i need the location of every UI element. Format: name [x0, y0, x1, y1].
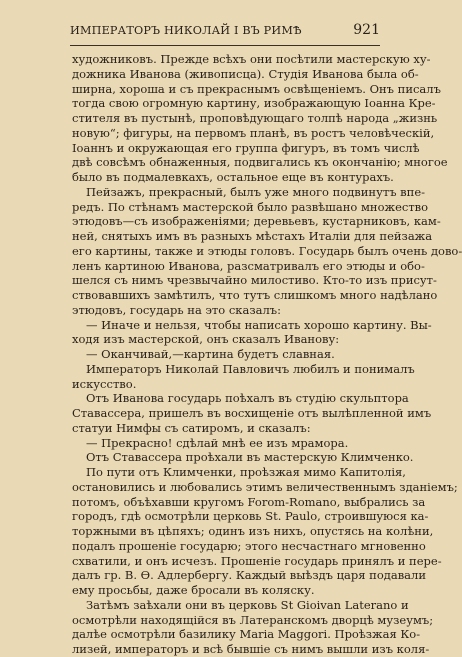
text-line: Пейзажъ, прекрасный, былъ уже много подвинутъ впе-: [86, 184, 426, 199]
text-line: далѣе осмотрѣли базилику Maria Maggori. Проѣзжая Ко-: [72, 627, 421, 642]
text-line: Отъ Иванова государь поѣхалъ въ студію скульптора: [86, 391, 409, 406]
text-line: — Оканчивай,—картина будетъ славная.: [86, 347, 335, 361]
text-line: статуи Нимфы съ сатиромъ, и сказалъ:: [72, 420, 311, 435]
text-line: — Иначе и нельзя, чтобы написать хорошо картину. Вы-: [86, 317, 432, 332]
text-line: дожника Иванова (живописца). Студія Иванова была об-: [72, 66, 419, 81]
text-line: торжными въ цѣпяхъ; одинъ изъ нихъ, опустясь на колѣни,: [72, 524, 434, 538]
page-header: [70, 24, 380, 42]
text-line: было въ подмалевкахъ, остальное еще въ контурахъ.: [72, 170, 394, 184]
text-line: тогда свою огромную картину, изображающую Іоанна Кре-: [72, 96, 436, 111]
text-line: Отъ Ставассера проѣхали въ мастерскую Климченко.: [86, 450, 414, 465]
text-line: ленъ картиною Иванова, разсматривалъ его этюды и обо-: [72, 258, 425, 273]
text-line: шелся съ нимъ чрезвычайно милостиво. Кто-то изъ присут-: [72, 273, 437, 288]
text-line: Затѣмъ заѣхали они въ церковь St Gioivan Laterano и: [86, 597, 409, 612]
text-line: лизей, императоръ и всѣ бывшіе съ нимъ вышли изъ коля-: [72, 642, 430, 656]
text-line: Ставассера, пришелъ въ восхищеніе отъ вылѣпленной имъ: [72, 406, 432, 420]
text-line: далъ гр. В. Ѳ. Адлербергу. Каждый выѣздъ царя подавали: [72, 568, 426, 583]
text-line: Императоръ Николай Павловичъ любилъ и понималъ: [86, 361, 415, 376]
text-line: стителя въ пустынѣ, проповѣдующаго толпѣ народа „жизнь: [72, 111, 438, 125]
text-line: схватили, и онъ исчезъ. Прошеніе государь принялъ и пере-: [72, 553, 442, 568]
text-line: этюдовъ, государь на это сказалъ:: [72, 302, 281, 317]
text-line: подалъ прошеніе государю; этого несчастнаго мгновенно: [72, 538, 426, 553]
page-number: 921: [353, 22, 380, 38]
body-text: [72, 52, 462, 657]
text-line: этюдовъ—съ изображеніями; деревьевъ, кустарниковъ, кам-: [72, 214, 441, 229]
text-line: его картины, также и этюды головъ. Государь былъ очень дово-: [72, 243, 462, 258]
text-line: ему просьбы, даже бросали въ коляску.: [72, 583, 315, 597]
text-line: редъ. По стѣнамъ мастерской было развѣшано множество: [72, 199, 429, 214]
text-line: ней, снятыхъ имъ въ разныхъ мѣстахъ Италіи для пейзажа: [72, 229, 433, 243]
text-line: городъ, гдѣ осмотрѣли церковь St. Paulo, строившуюся ка-: [72, 509, 429, 524]
header-rule: [70, 45, 380, 46]
text-line: остановились и любовались этимъ величественнымъ зданіемъ;: [72, 479, 458, 494]
text-line: осмотрѣли находящійся въ Латеранскомъ дворцѣ музеумъ;: [72, 612, 434, 627]
text-line: потомъ, объѣхавши кругомъ Forom-Romano, выбрались за: [72, 494, 426, 509]
text-line: двѣ совсѣмъ обнаженныя, подвигались къ окончанію; многое: [72, 155, 448, 170]
text-line: ствовавшихъ замѣтилъ, что тутъ слишкомъ много надѣлано: [72, 288, 438, 302]
running-title: ИМПЕРАТОРЪ НИКОЛАЙ I ВЪ РИМѢ: [70, 24, 302, 37]
text-line: ходя изъ мастерской, онъ сказалъ Иванову:: [72, 332, 340, 347]
text-line: искусство.: [72, 376, 137, 391]
text-line: По пути отъ Климченки, проѣзжая мимо Капитолія,: [86, 465, 406, 479]
text-line: художниковъ. Прежде всѣхъ они посѣтили мастерскую ху-: [72, 52, 431, 66]
text-line: новую“; фигуры, на первомъ планѣ, въ ростъ человѣческій,: [72, 125, 435, 140]
text-line: Іоаннъ и окружающая его группа фигуръ, въ томъ числѣ: [72, 140, 420, 155]
text-line: — Прекрасно! сдѣлай мнѣ ее изъ мрамора.: [86, 435, 349, 450]
text-line: ширна, хороша и съ прекраснымъ освѣщеніемъ. Онъ писалъ: [72, 81, 441, 96]
